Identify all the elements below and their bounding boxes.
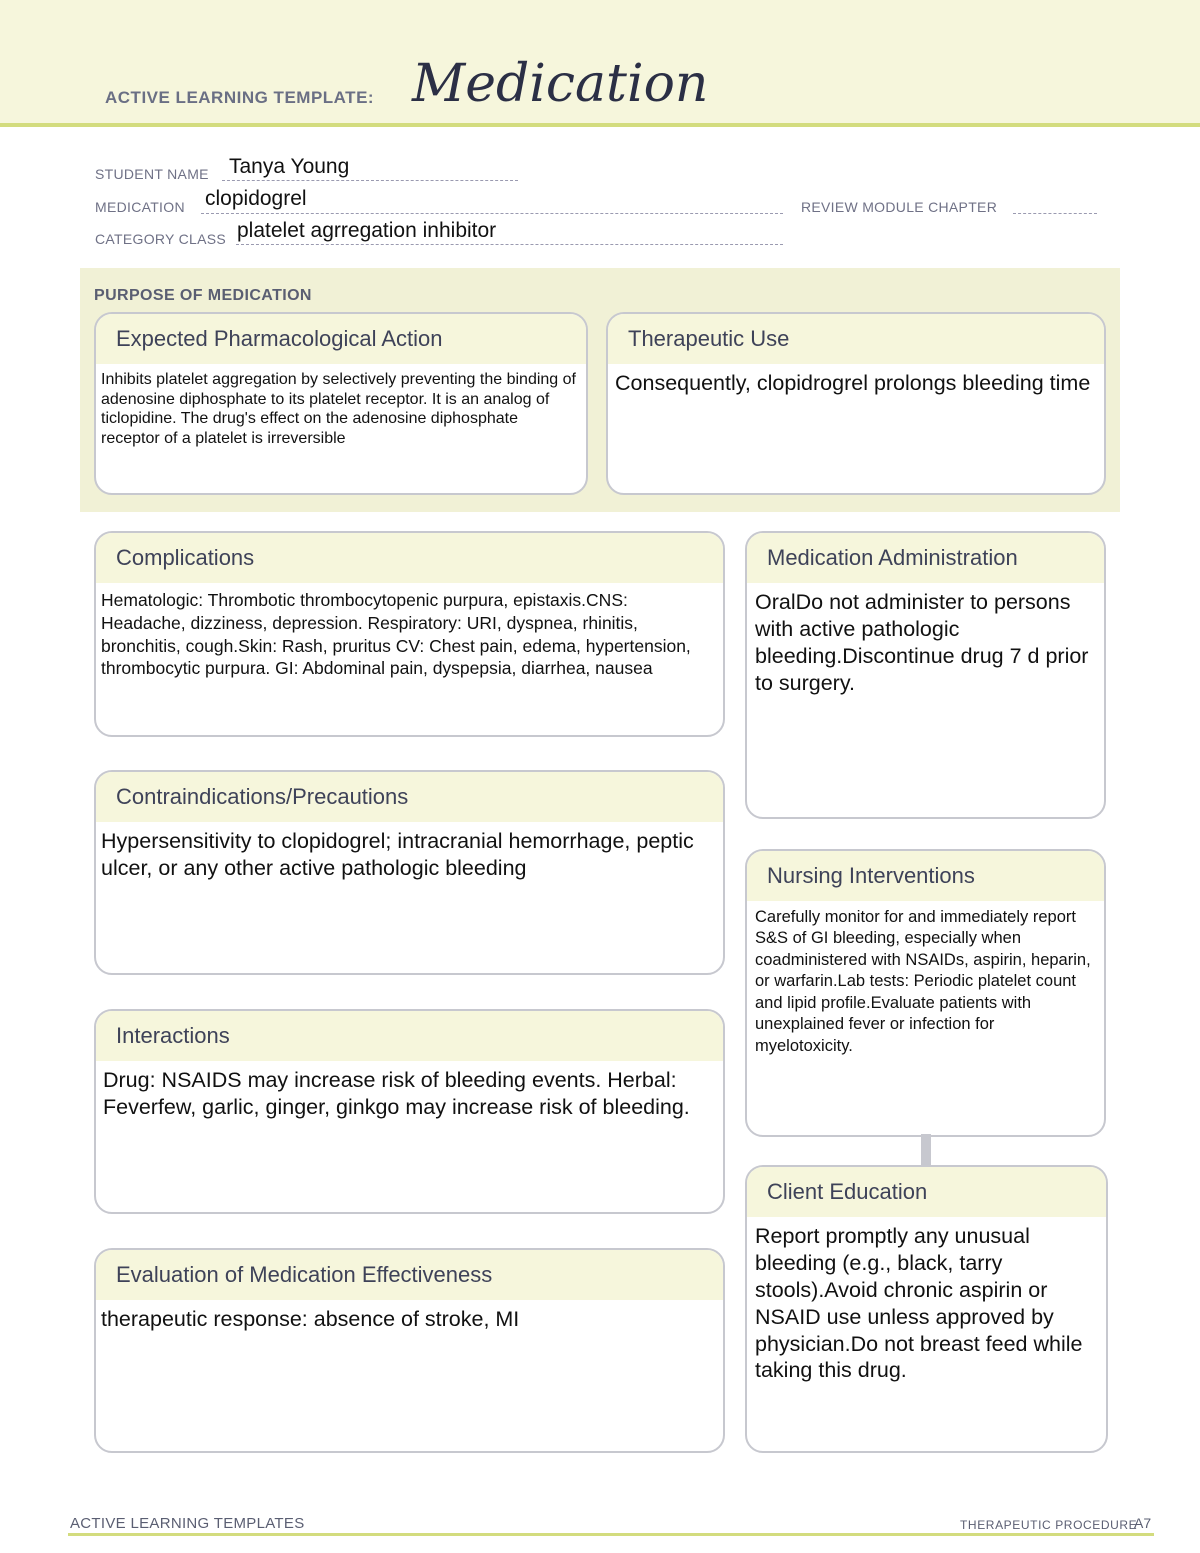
interactions-card: [94, 1009, 725, 1214]
contraindications-title: Contraindications/Precautions: [96, 772, 723, 822]
administration-text[interactable]: OralDo not administer to persons with active pathologic bleeding.Discontinue drug 7 d prior to surgery.: [755, 590, 1089, 695]
expected-action-card: [94, 312, 588, 495]
administration-title: Medication Administration: [747, 533, 1104, 583]
contraindications-text[interactable]: Hypersensitivity to clopidogrel; intracranial hemorrhage, peptic ulcer, or any other active pathologic bleeding: [101, 829, 694, 880]
medication-label: MEDICATION: [95, 199, 185, 215]
medication-line: [201, 213, 783, 214]
complications-card: [94, 531, 725, 737]
expected-action-title: Expected Pharmacological Action: [96, 314, 586, 364]
interactions-title: Interactions: [96, 1011, 723, 1061]
page-number: A7: [1134, 1515, 1152, 1531]
review-module-field[interactable]: [1013, 213, 1097, 214]
header-rule: [0, 123, 1200, 127]
client-education-card: [745, 1165, 1108, 1453]
evaluation-card: [94, 1248, 725, 1453]
evaluation-text[interactable]: therapeutic response: absence of stroke, MI: [101, 1307, 520, 1331]
nursing-interventions-title: Nursing Interventions: [747, 851, 1104, 901]
footer-left: ACTIVE LEARNING TEMPLATES: [70, 1515, 305, 1532]
administration-card: [745, 531, 1106, 819]
student-name-label: STUDENT NAME: [95, 166, 209, 182]
page-title: Medication: [412, 54, 709, 114]
therapeutic-use-card: [606, 312, 1106, 495]
expected-action-text[interactable]: Inhibits platelet aggregation by selectively preventing the binding of adenosine diphosphate to its platelet receptor. It is an analog of ticlopidine. The drug's effect on the adenosine diphosphate receptor of a platelet is irreversible: [101, 371, 576, 447]
template-label: ACTIVE LEARNING TEMPLATE:: [105, 88, 375, 107]
purpose-title: PURPOSE OF MEDICATION: [94, 287, 312, 304]
client-education-text[interactable]: Report promptly any unusual bleeding (e.g., black, tarry stools).Avoid chronic aspirin or NSAID use unless approved by physician.Do not breast feed while taking this drug.: [755, 1224, 1083, 1383]
therapeutic-use-title: Therapeutic Use: [608, 314, 1104, 364]
nursing-interventions-card: [745, 849, 1106, 1137]
client-education-title: Client Education: [747, 1167, 1106, 1217]
nursing-interventions-text[interactable]: Carefully monitor for and immediately report S&S of GI bleeding, especially when coadministered with NSAIDs, aspirin, heparin, or warfarin.Lab tests: Periodic platelet count and lipid profile.Evaluate patients with unexplained fever or infection for myelotoxicity.: [755, 908, 1091, 1055]
complications-title: Complications: [96, 533, 723, 583]
category-class-label: CATEGORY CLASS: [95, 231, 227, 247]
connector-bar: [921, 1134, 931, 1166]
interactions-text[interactable]: Drug: NSAIDS may increase risk of bleeding events. Herbal: Feverfew, garlic, ginger, ginkgo may increase risk of bleeding.: [103, 1068, 690, 1119]
therapeutic-use-text[interactable]: Consequently, clopidrogrel prolongs bleeding time: [615, 371, 1091, 395]
student-name-line: [222, 180, 518, 181]
review-module-label: REVIEW MODULE CHAPTER: [801, 199, 998, 215]
student-name-field[interactable]: Tanya Young: [229, 155, 350, 178]
evaluation-title: Evaluation of Medication Effectiveness: [96, 1250, 723, 1300]
category-class-line: [236, 244, 783, 245]
category-class-field[interactable]: platelet agrregation inhibitor: [237, 219, 497, 242]
medication-field[interactable]: clopidogrel: [205, 187, 307, 210]
contraindications-card: [94, 770, 725, 975]
footer-rule: [68, 1533, 1154, 1536]
complications-text[interactable]: Hematologic: Thrombotic thrombocytopenic purpura, epistaxis.CNS: Headache, dizziness, depression. Respiratory: URI, dyspnea, rhinitis, bronchitis, cough.Skin: Rash, pruritus CV: Chest pain, edema, hypertension, thrombocytic purpura. GI: Abdominal pain, dyspepsia, diarrhea, nausea: [101, 590, 691, 679]
footer-right: THERAPEUTIC PROCEDURE: [960, 1518, 1138, 1532]
